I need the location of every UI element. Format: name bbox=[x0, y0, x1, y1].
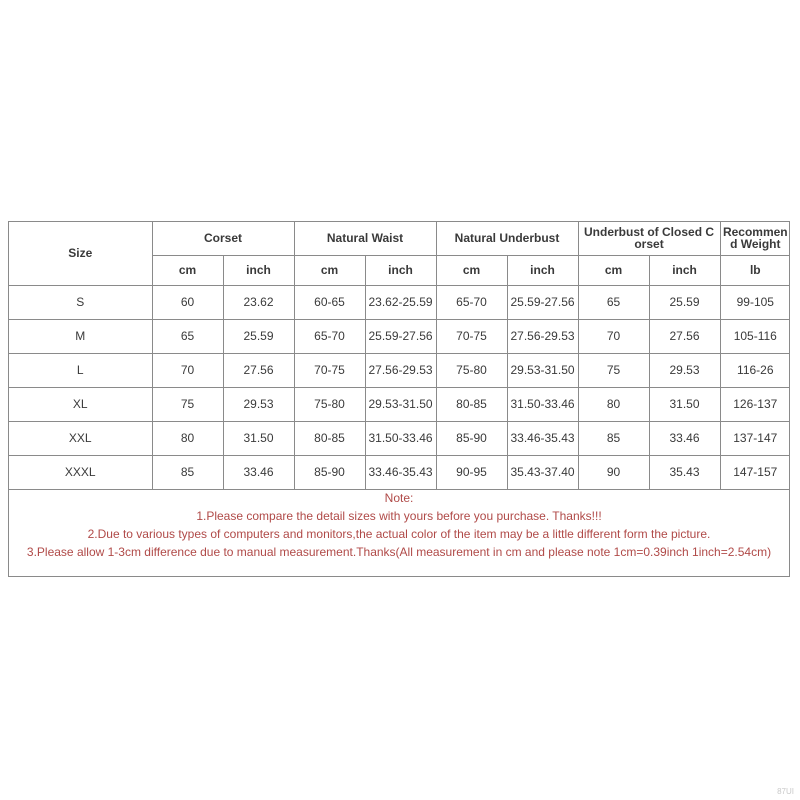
table-cell: 33.46 bbox=[223, 455, 294, 489]
closed-corset-underbust-header: Underbust of Closed Corset bbox=[578, 222, 720, 255]
unit-header: inch bbox=[223, 255, 294, 285]
table-cell: 70-75 bbox=[436, 319, 507, 353]
table-cell: 137-147 bbox=[720, 421, 790, 455]
table-cell: 29.53-31.50 bbox=[365, 387, 436, 421]
table-cell: 80 bbox=[152, 421, 223, 455]
watermark: 87UI bbox=[777, 787, 794, 796]
table-cell: 23.62 bbox=[223, 285, 294, 319]
table-cell: 27.56-29.53 bbox=[365, 353, 436, 387]
unit-header: lb bbox=[720, 255, 790, 285]
table-cell: 25.59 bbox=[649, 285, 720, 319]
table-cell: 75-80 bbox=[294, 387, 365, 421]
table-cell: 147-157 bbox=[720, 455, 790, 489]
unit-header: inch bbox=[649, 255, 720, 285]
size-header: Size bbox=[9, 222, 152, 285]
table-cell: 29.53 bbox=[223, 387, 294, 421]
corset-header: Corset bbox=[152, 222, 294, 255]
table-row bbox=[9, 455, 790, 489]
unit-header: cm bbox=[152, 255, 223, 285]
table-cell: 70-75 bbox=[294, 353, 365, 387]
table-cell: 105-116 bbox=[720, 319, 790, 353]
size-cell: XL bbox=[9, 387, 152, 421]
table-cell: 65 bbox=[578, 285, 649, 319]
unit-header: inch bbox=[365, 255, 436, 285]
table-cell: 35.43 bbox=[649, 455, 720, 489]
table-cell: 80-85 bbox=[436, 387, 507, 421]
table-cell: 99-105 bbox=[720, 285, 790, 319]
table-cell: 27.56-29.53 bbox=[507, 319, 578, 353]
note-line-2: 2.Due to various types of computers and monitors,the actual color of the item may be a little different form the picture. bbox=[87, 527, 711, 541]
size-cell: M bbox=[9, 319, 152, 353]
unit-header: cm bbox=[436, 255, 507, 285]
size-table bbox=[9, 222, 790, 490]
table-cell: 33.46-35.43 bbox=[365, 455, 436, 489]
natural-waist-header: Natural Waist bbox=[294, 222, 436, 255]
table-cell: 80-85 bbox=[294, 421, 365, 455]
table-cell: 65-70 bbox=[436, 285, 507, 319]
size-chart bbox=[8, 221, 790, 577]
unit-header: cm bbox=[578, 255, 649, 285]
table-cell: 27.56 bbox=[223, 353, 294, 387]
size-cell: L bbox=[9, 353, 152, 387]
recommend-weight-header: Recommend Weight bbox=[720, 222, 790, 255]
table-cell: 85-90 bbox=[294, 455, 365, 489]
size-cell: S bbox=[9, 285, 152, 319]
table-cell: 70 bbox=[152, 353, 223, 387]
table-cell: 60 bbox=[152, 285, 223, 319]
table-cell: 116-26 bbox=[720, 353, 790, 387]
natural-underbust-header: Natural Underbust bbox=[436, 222, 578, 255]
table-cell: 65-70 bbox=[294, 319, 365, 353]
table-cell: 23.62-25.59 bbox=[365, 285, 436, 319]
table-cell: 25.59-27.56 bbox=[507, 285, 578, 319]
table-cell: 75 bbox=[152, 387, 223, 421]
table-cell: 70 bbox=[578, 319, 649, 353]
table-cell: 27.56 bbox=[649, 319, 720, 353]
unit-header: inch bbox=[507, 255, 578, 285]
table-cell: 80 bbox=[578, 387, 649, 421]
note-line-3: 3.Please allow 1-3cm difference due to manual measurement.Thanks(All measurement in cm and please note 1cm=0.39inch 1inch=2.54cm) bbox=[26, 545, 772, 559]
table-row bbox=[9, 421, 790, 455]
table-cell: 85 bbox=[578, 421, 649, 455]
table-cell: 31.50-33.46 bbox=[507, 387, 578, 421]
table-cell: 25.59 bbox=[223, 319, 294, 353]
table-cell: 31.50-33.46 bbox=[365, 421, 436, 455]
size-cell: XXL bbox=[9, 421, 152, 455]
table-row bbox=[9, 387, 790, 421]
table-cell: 31.50 bbox=[223, 421, 294, 455]
size-cell: XXXL bbox=[9, 455, 152, 489]
table-cell: 33.46-35.43 bbox=[507, 421, 578, 455]
unit-header: cm bbox=[294, 255, 365, 285]
note-line-1: 1.Please compare the detail sizes with yours before you purchase. Thanks!!! bbox=[196, 509, 602, 523]
table-cell: 35.43-37.40 bbox=[507, 455, 578, 489]
notes-section bbox=[9, 489, 789, 561]
table-cell: 29.53-31.50 bbox=[507, 353, 578, 387]
table-cell: 126-137 bbox=[720, 387, 790, 421]
table-row bbox=[9, 353, 790, 387]
table-cell: 90 bbox=[578, 455, 649, 489]
table-cell: 65 bbox=[152, 319, 223, 353]
table-row bbox=[9, 285, 790, 319]
table-cell: 60-65 bbox=[294, 285, 365, 319]
table-cell: 90-95 bbox=[436, 455, 507, 489]
table-cell: 31.50 bbox=[649, 387, 720, 421]
table-cell: 85-90 bbox=[436, 421, 507, 455]
table-cell: 29.53 bbox=[649, 353, 720, 387]
table-cell: 75-80 bbox=[436, 353, 507, 387]
table-cell: 75 bbox=[578, 353, 649, 387]
note-title: Note: bbox=[384, 491, 414, 505]
table-cell: 25.59-27.56 bbox=[365, 319, 436, 353]
table-cell: 85 bbox=[152, 455, 223, 489]
table-cell: 33.46 bbox=[649, 421, 720, 455]
table-row bbox=[9, 319, 790, 353]
